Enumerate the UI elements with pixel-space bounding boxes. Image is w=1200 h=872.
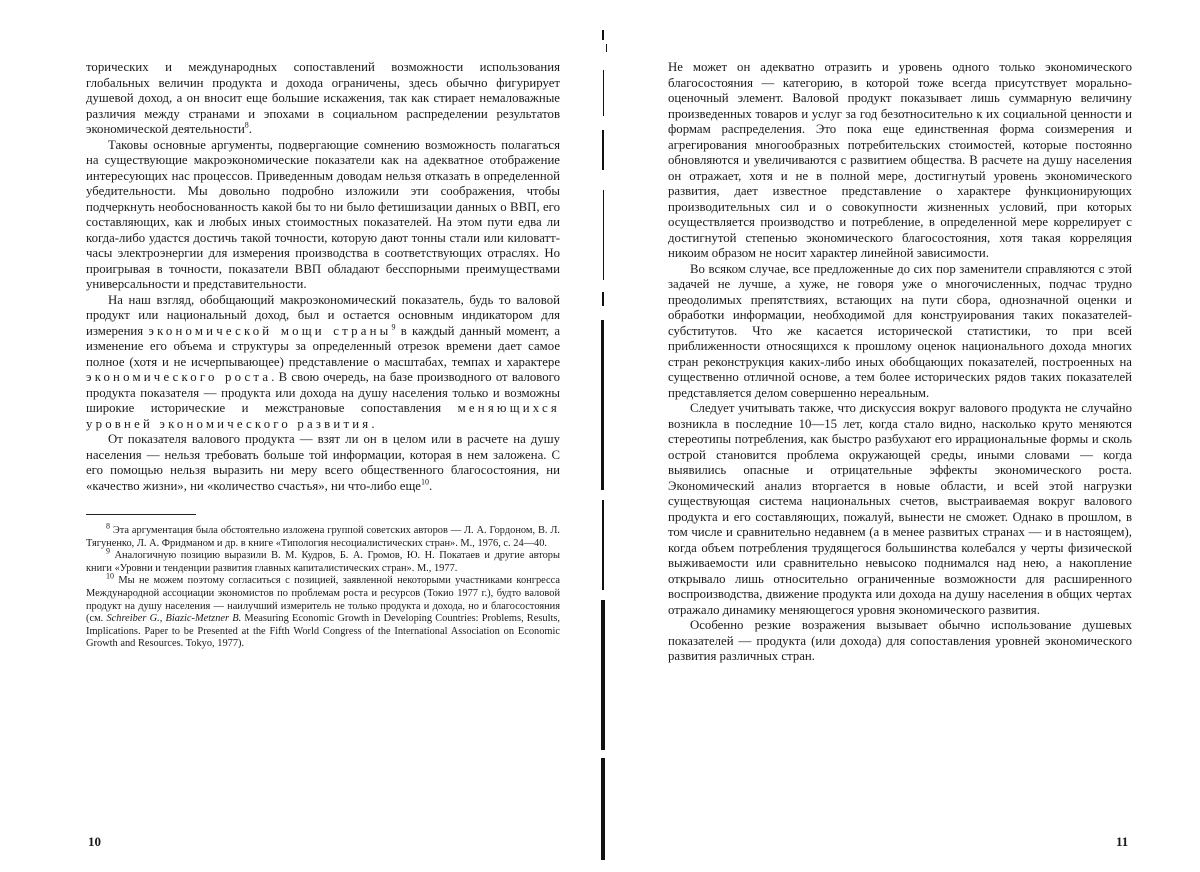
paragraph bbox=[668, 60, 1132, 262]
footnote-separator bbox=[86, 514, 196, 515]
footnote-marker: 9 bbox=[391, 322, 396, 332]
left-page bbox=[86, 60, 560, 860]
footnote-marker: 8 bbox=[244, 120, 249, 130]
text-run: в каждый данный момент, а изменение его объема и структуры за определенный отрезок времени дает самое полное (хотя и не исчерпывающее) представление о масштабах, темпах и характере bbox=[86, 323, 560, 369]
paragraph bbox=[86, 60, 560, 138]
text-run: Следует учитывать также, что дискуссия вокруг валового продукта не случайно возникла в последние 10—15 лет, когда стало видно, насколько круто меняются стереотипы потребления, как быстро разбухают его иррациональные формы и сколь острой становится проблема окружающей среды, иными словами — когда выявились опасные и отрицательные эффекты экономического роста. Экономический анализ вторгается в новые области, и всей этой нагрузки существующая система национальных счетов, выстраиваемая вокруг валового продукта и его составляющих, пожалуй, вынести не сможет. Однако в прошлом, в том числе и сравнительно недавнем (а в менее развитых странах — и в настоящем), когда объем потребления трудящегося большинства колебался у черты физической выживаемости или сравнительно невысоко поднимался над нею, а накопление открывало лишь относительно ограниченные возможности для расширенного воспроизводства, движение продукта или дохода на душу населения в общих чертах отражало динамику меняющегося уровня экономического развития. bbox=[668, 401, 1132, 617]
text-run: Аналогичную позицию выразили В. М. Кудров, Б. А. Громов, Ю. Н. Покатаев и другие авторы книги «Уровни и тенденции развития главных капиталистических стран». М., 1977. bbox=[86, 550, 560, 574]
left-page-text bbox=[86, 60, 560, 494]
text-run: торических и международных сопоставлений возможности использования глобальных величин продукта и дохода ограничены, здесь обычно фигурирует душевой доход, а он вносит еще большие искажения, так как стирает немаловажные различия между странами и эпохами в социальном распределении результатов экономической деятельности bbox=[86, 60, 560, 136]
paragraph bbox=[668, 401, 1132, 618]
paragraph bbox=[86, 546, 560, 575]
paragraph bbox=[86, 571, 560, 651]
paragraph bbox=[668, 262, 1132, 402]
text-run: . В свою очередь, на базе производного от валового продукта показателя — продукта или дохода на душу населения только и возможны широкие исторические и межстрановые сопоставления bbox=[86, 370, 560, 415]
paragraph bbox=[668, 618, 1132, 665]
text-run: Мы не можем поэтому согласиться с позицией, заявленной некоторыми участниками конгресса Международной ассоциации экономистов по проблемам роста и ресурсов (Токио 1977 г.), будто валовой продукт на душу населения — наилучший измеритель не только продукта и дохода, но и благосостояния (см. bbox=[86, 575, 560, 625]
text-run: . bbox=[248, 122, 252, 136]
footnote-marker: 8 bbox=[106, 521, 110, 531]
paragraph bbox=[86, 521, 560, 550]
text-run: На наш взгляд, обобщающий макроэкономический показатель, будь то валовой продукт или национальный доход, был и остается основным индикатором для измерения bbox=[86, 292, 560, 338]
text-run: Особенно резкие возражения вызывает обычно использование душевых показателей — продукта (или дохода) для сопоставления уровней экономического развития различных стран. bbox=[668, 618, 1132, 663]
paragraph bbox=[86, 138, 560, 293]
text-run: Measuring Economic Growth in Developing Countries: Problems, Results, Implications. Paper to be Presented at the Fifth World Congress of the International Association on Economic Growth and Resources. Tokyo, 1977). bbox=[86, 613, 560, 650]
text-run: Во всяком случае, все предложенные до сих пор заменители справляются с этой задачей не лучше, а хуже, не говоря уже о многочисленных, подчас трудно преодолимых препятствиях, встающих на пути сбора, однозначной оценки и обработки информации, необходимой для конструирования таких показателей-субститутов. Что же касается исторической статистики, то при всей приближенности относящихся к прошлому оценок национального дохода многих стран реконструкция каких-либо иных обобщающих показателей, построенных на существенно отличной основе, а тем более исторических рядов таких показателей представляется делом совершенно нереальным. bbox=[668, 261, 1132, 400]
text-run: От показателя валового продукта — взят ли он в целом или в расчете на душу населения — нельзя требовать больше той информации, которая в нем заложена. С его помощью нельзя выразить ни меру всего общественного благосостояния, ни «качество жизни», ни «количество счастья», ни что-либо еще bbox=[86, 432, 560, 493]
paragraph bbox=[86, 432, 560, 494]
spaced-emphasis: экономического роста bbox=[86, 370, 272, 384]
left-page-number: 10 bbox=[88, 834, 101, 849]
text-run: Не может он адекватно отразить и уровень одного только экономического благосостояния — категорию, в которой тоже всегда присутствует морально-оценочный элемент. Валовой продукт показывает лишь суммарную величину произведенных товаров и услуг за год безотносительно к их социальной ценности и формам распределения. Это пока еще единственная форма соизмерения и агрегирования многообразных потребительских стоимостей, которые постоянно обновляются и увеличиваются с развитием общества. В расчете на душу населения он отражает, хотя и не в полной мере, достигнутый уровень экономического развития, дает известное представление о характере функционирующих производительных сил и о совокупности жизненных условий, при которых осуществляется производство и потребление, в определенной мере коррелирует с достигнутой степенью экономического благосостояния, хотя такая корреляция никоим образом не носит характер линейной зависимости. bbox=[668, 60, 1132, 260]
text-run: Эта аргументация была обстоятельно изложена группой советских авторов — Л. А. Гордоном, В. Л. Тягуненко, Л. А. Фридманом и др. в книге «Типология несоциалистических стран». М., 1976, с. 24—40. bbox=[86, 525, 560, 549]
text-run: . bbox=[371, 416, 375, 431]
left-page-footnotes bbox=[86, 521, 560, 651]
text-run: . bbox=[428, 478, 433, 493]
text-run: Таковы основные аргументы, подвергающие сомнению возможность полагаться на существующие макроэкономические показатели как на адекватное отображение интересующих нас процессов. Приведенным доводам нельзя отказать в определенной убедительности. Мы довольно подробно изложили эти соображения, чтобы подчеркнуть необоснованность какой бы то ни было фетишизации данных о ВВП, его составляющих, как и любых иных стоимостных показателей. На этом пути едва ли когда-либо удастся достичь такой точности, которую дают тонны стали или киловатт-часы электроэнергии для измерения производства в соответствующих отраслях. Но проигрывая в точности, показатели ВВП обладают бесспорными преимуществами универсальности и представительности. bbox=[86, 137, 560, 291]
paragraph bbox=[86, 293, 560, 433]
italic-author: Schreiber G., Biazic-Metzner B. bbox=[106, 613, 242, 625]
right-page bbox=[668, 60, 1132, 860]
spaced-emphasis: меняющихся уровней экономического развития bbox=[86, 401, 560, 431]
right-page-text bbox=[668, 60, 1132, 665]
spaced-emphasis: экономической мощи страны bbox=[148, 323, 392, 338]
footnote-marker: 10 bbox=[106, 571, 114, 581]
book-gutter bbox=[596, 30, 610, 860]
footnote-marker: 10 bbox=[420, 477, 429, 487]
right-page-number: 11 bbox=[1116, 834, 1129, 849]
footnote-marker: 9 bbox=[106, 546, 110, 556]
